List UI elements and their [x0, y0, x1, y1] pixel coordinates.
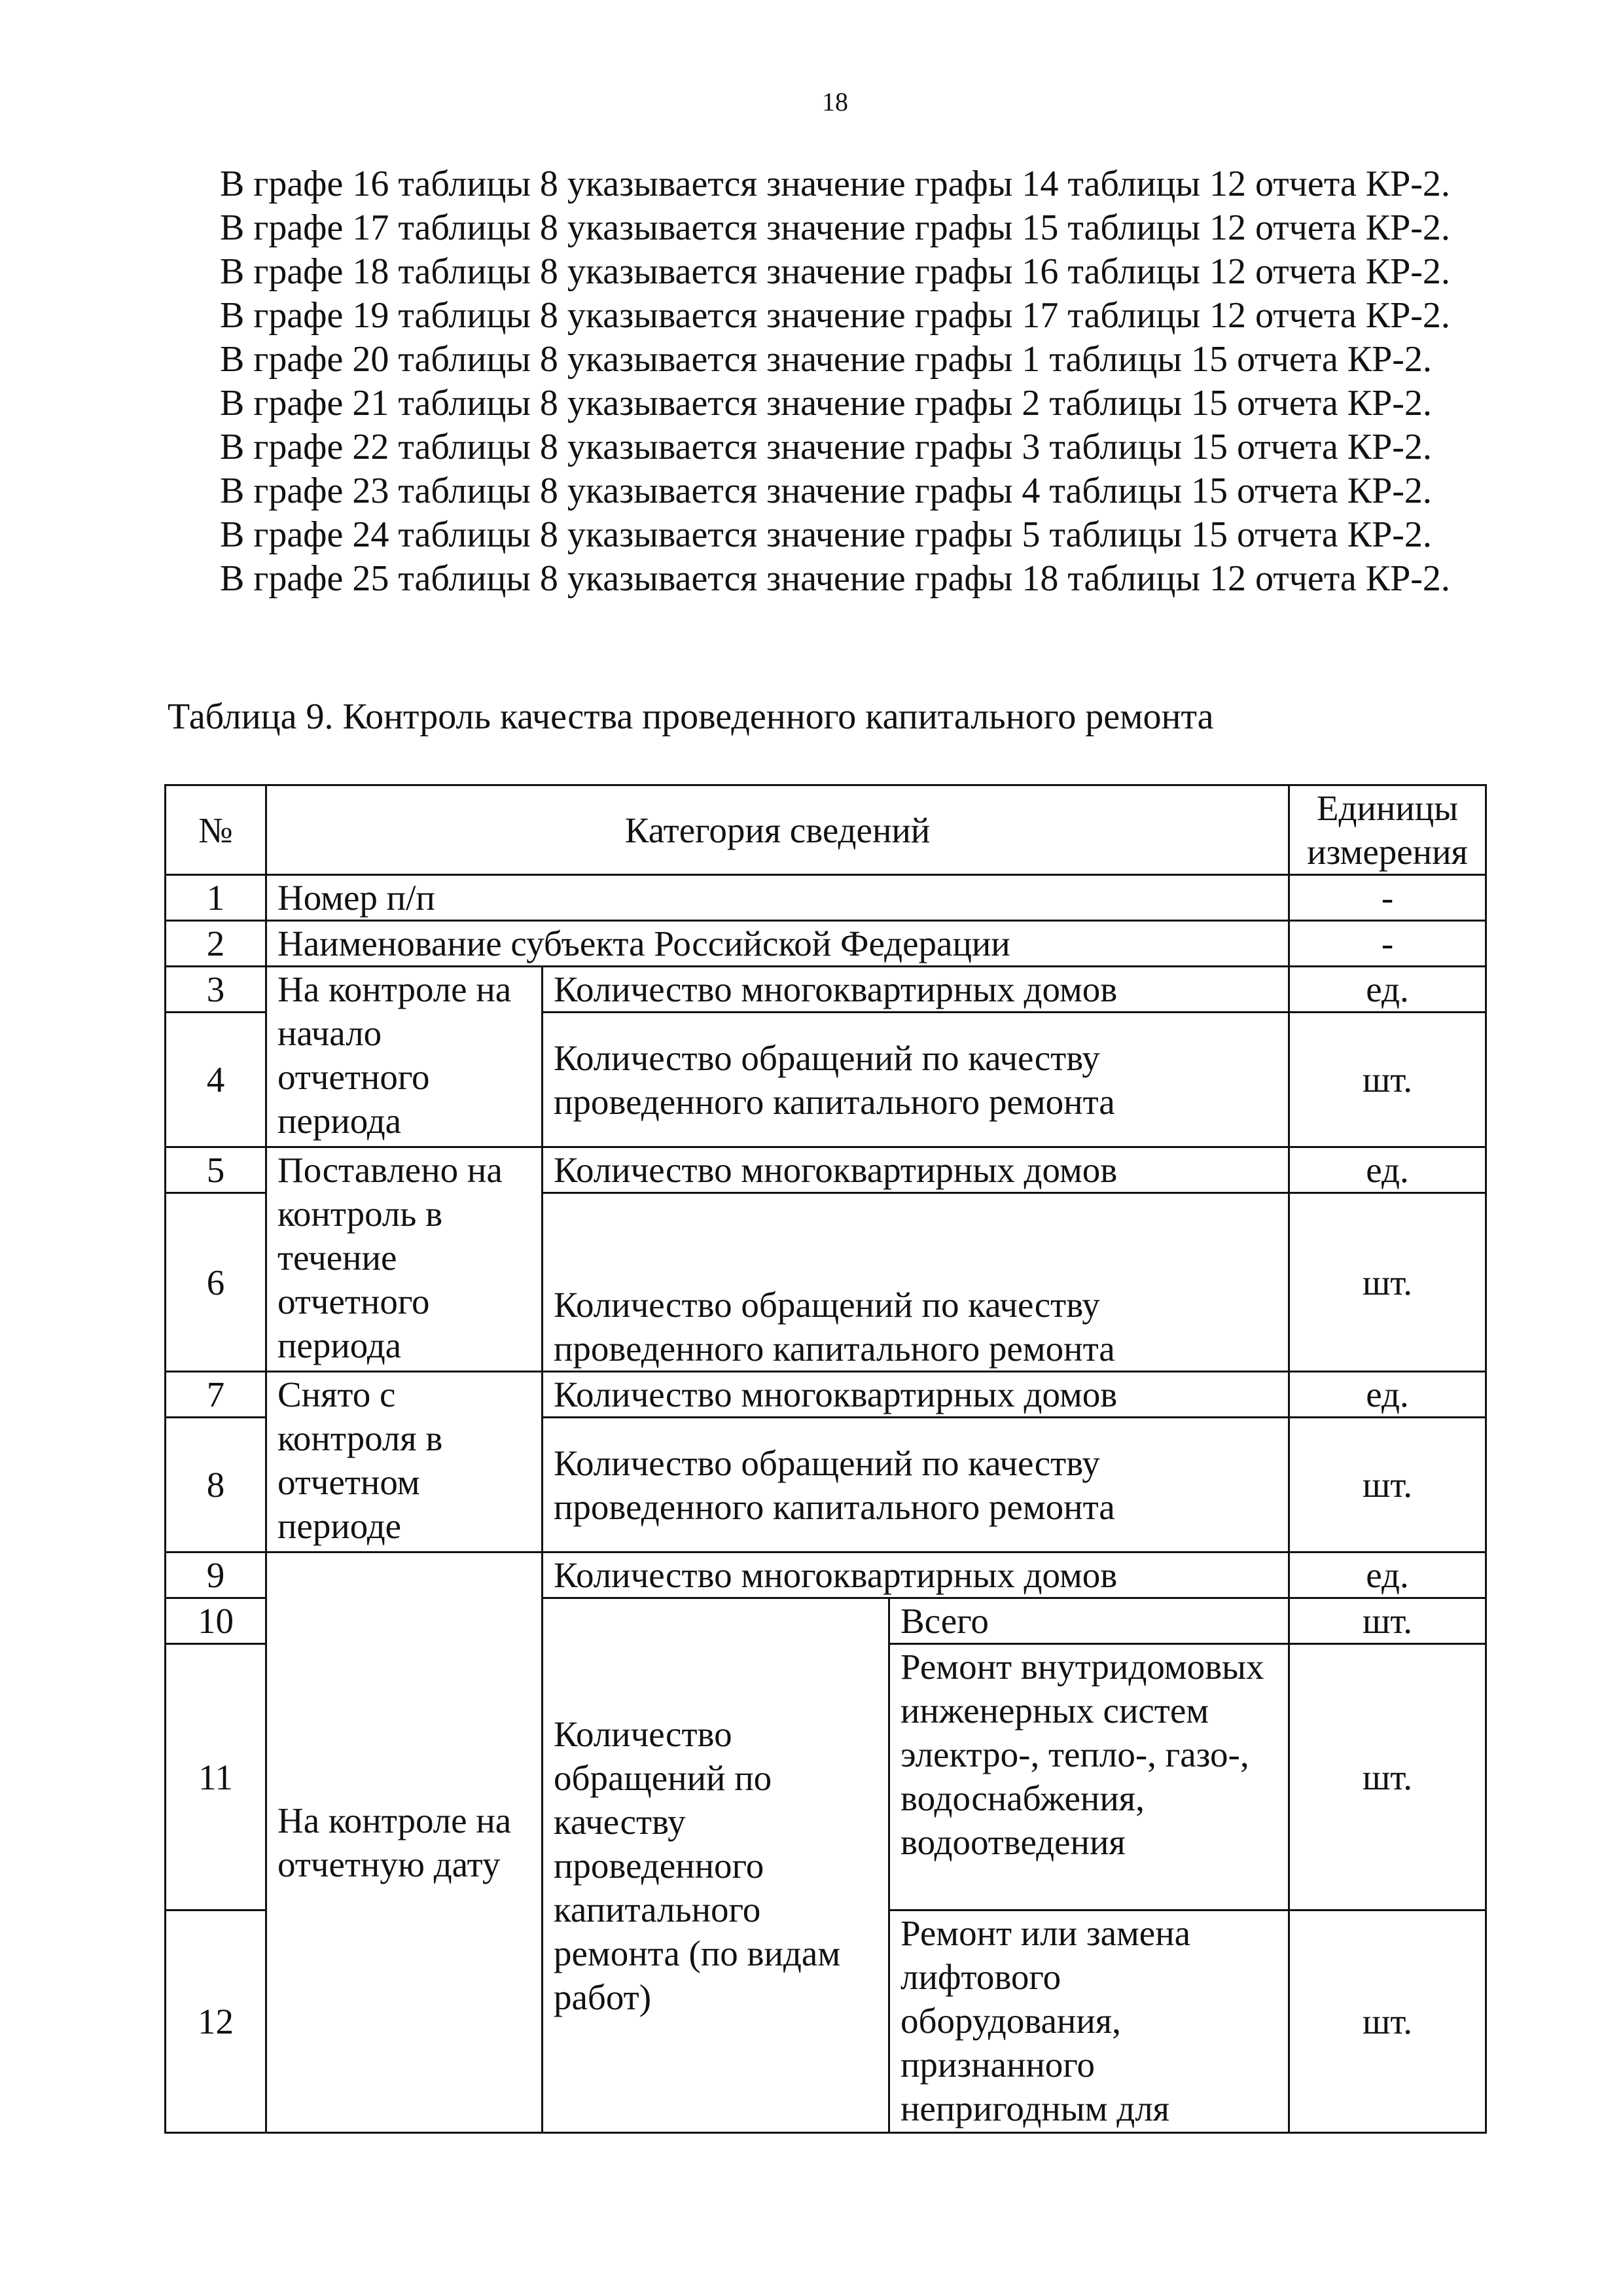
row-label: Ремонт внутридомовых инженерных систем электро-, тепло-, газо-, водоснабжения, водоотведения: [889, 1644, 1289, 1910]
row-unit: шт.: [1289, 1644, 1486, 1910]
row-unit: шт.: [1289, 1910, 1486, 2133]
paragraph-line: В графе 18 таблицы 8 указывается значение графы 16 таблицы 12 отчета КР-2.: [220, 251, 1450, 292]
row-unit: шт.: [1289, 1598, 1486, 1644]
table-row: [166, 967, 1486, 1013]
row-unit: -: [1289, 875, 1486, 921]
row-label: Наименование субъекта Российской Федерации: [266, 921, 1289, 967]
row-unit: ед.: [1289, 967, 1486, 1013]
row-unit: шт.: [1289, 1013, 1486, 1147]
table-header-row: [166, 785, 1486, 875]
row-number: 5: [166, 1147, 266, 1193]
group-label: На контроле на начало отчетного периода: [266, 967, 543, 1147]
row-label: Количество обращений по качеству проведенного капитального ремонта: [543, 1193, 1289, 1372]
row-number: 8: [166, 1418, 266, 1552]
row-label: Количество многоквартирных домов: [543, 1372, 1289, 1418]
row-number: 2: [166, 921, 266, 967]
row-unit: ед.: [1289, 1552, 1486, 1598]
paragraph-line: В графе 17 таблицы 8 указывается значение графы 15 таблицы 12 отчета КР-2.: [220, 207, 1450, 248]
paragraph-line: В графе 22 таблицы 8 указывается значение графы 3 таблицы 15 отчета КР-2.: [220, 427, 1432, 467]
page-number: 18: [822, 87, 848, 117]
row-label: Количество многоквартирных домов: [543, 1552, 1289, 1598]
row-unit: ед.: [1289, 1372, 1486, 1418]
row-label: Ремонт или замена лифтового оборудования, признанного непригодным для: [889, 1910, 1289, 2133]
group-label: Снято с контроля в отчетном периоде: [266, 1372, 543, 1552]
group-label: Поставлено на контроль в течение отчетного периода: [266, 1147, 543, 1372]
table-row: [166, 875, 1486, 921]
row-label: Количество обращений по качеству проведенного капитального ремонта: [543, 1013, 1289, 1147]
header-category: Категория сведений: [266, 785, 1289, 875]
row-unit: -: [1289, 921, 1486, 967]
table-row: [166, 1147, 1486, 1193]
row-unit: шт.: [1289, 1193, 1486, 1372]
row-number: 10: [166, 1598, 266, 1644]
row-label: Номер п/п: [266, 875, 1289, 921]
row-unit: ед.: [1289, 1147, 1486, 1193]
row-label: Всего: [889, 1598, 1289, 1644]
table-row: [166, 1552, 1486, 1598]
quality-control-table: [164, 784, 1487, 2134]
paragraph-line: В графе 16 таблицы 8 указывается значение графы 14 таблицы 12 отчета КР-2.: [220, 164, 1450, 204]
group-label: На контроле на отчетную дату: [266, 1552, 543, 2133]
table-row: [166, 1372, 1486, 1418]
paragraph-line: В графе 19 таблицы 8 указывается значение графы 17 таблицы 12 отчета КР-2.: [220, 295, 1450, 336]
row-number: 9: [166, 1552, 266, 1598]
table-caption: Таблица 9. Контроль качества проведенного капитального ремонта: [168, 696, 1214, 737]
row-number: 1: [166, 875, 266, 921]
row-number: 6: [166, 1193, 266, 1372]
row-number: 7: [166, 1372, 266, 1418]
table-row: [166, 921, 1486, 967]
row-unit: шт.: [1289, 1418, 1486, 1552]
paragraph-line: В графе 20 таблицы 8 указывается значение графы 1 таблицы 15 отчета КР-2.: [220, 339, 1432, 380]
paragraph-line: В графе 24 таблицы 8 указывается значение графы 5 таблицы 15 отчета КР-2.: [220, 514, 1432, 555]
row-number: 12: [166, 1910, 266, 2133]
row-label: Количество многоквартирных домов: [543, 967, 1289, 1013]
paragraph-line: В графе 25 таблицы 8 указывается значение графы 18 таблицы 12 отчета КР-2.: [220, 558, 1450, 599]
row-number: 3: [166, 967, 266, 1013]
row-label: Количество обращений по качеству проведенного капитального ремонта: [543, 1418, 1289, 1552]
paragraph-line: В графе 23 таблицы 8 указывается значение графы 4 таблицы 15 отчета КР-2.: [220, 471, 1432, 511]
subgroup-label: Количество обращений по качеству проведенного капитального ремонта (по видам работ): [543, 1598, 889, 2133]
instructions-text: [220, 162, 1561, 601]
header-units: Единицы измерения: [1289, 785, 1486, 875]
row-number: 11: [166, 1644, 266, 1910]
paragraph-line: В графе 21 таблицы 8 указывается значение графы 2 таблицы 15 отчета КР-2.: [220, 383, 1432, 423]
header-number: №: [166, 785, 266, 875]
row-label: Количество многоквартирных домов: [543, 1147, 1289, 1193]
row-number: 4: [166, 1013, 266, 1147]
